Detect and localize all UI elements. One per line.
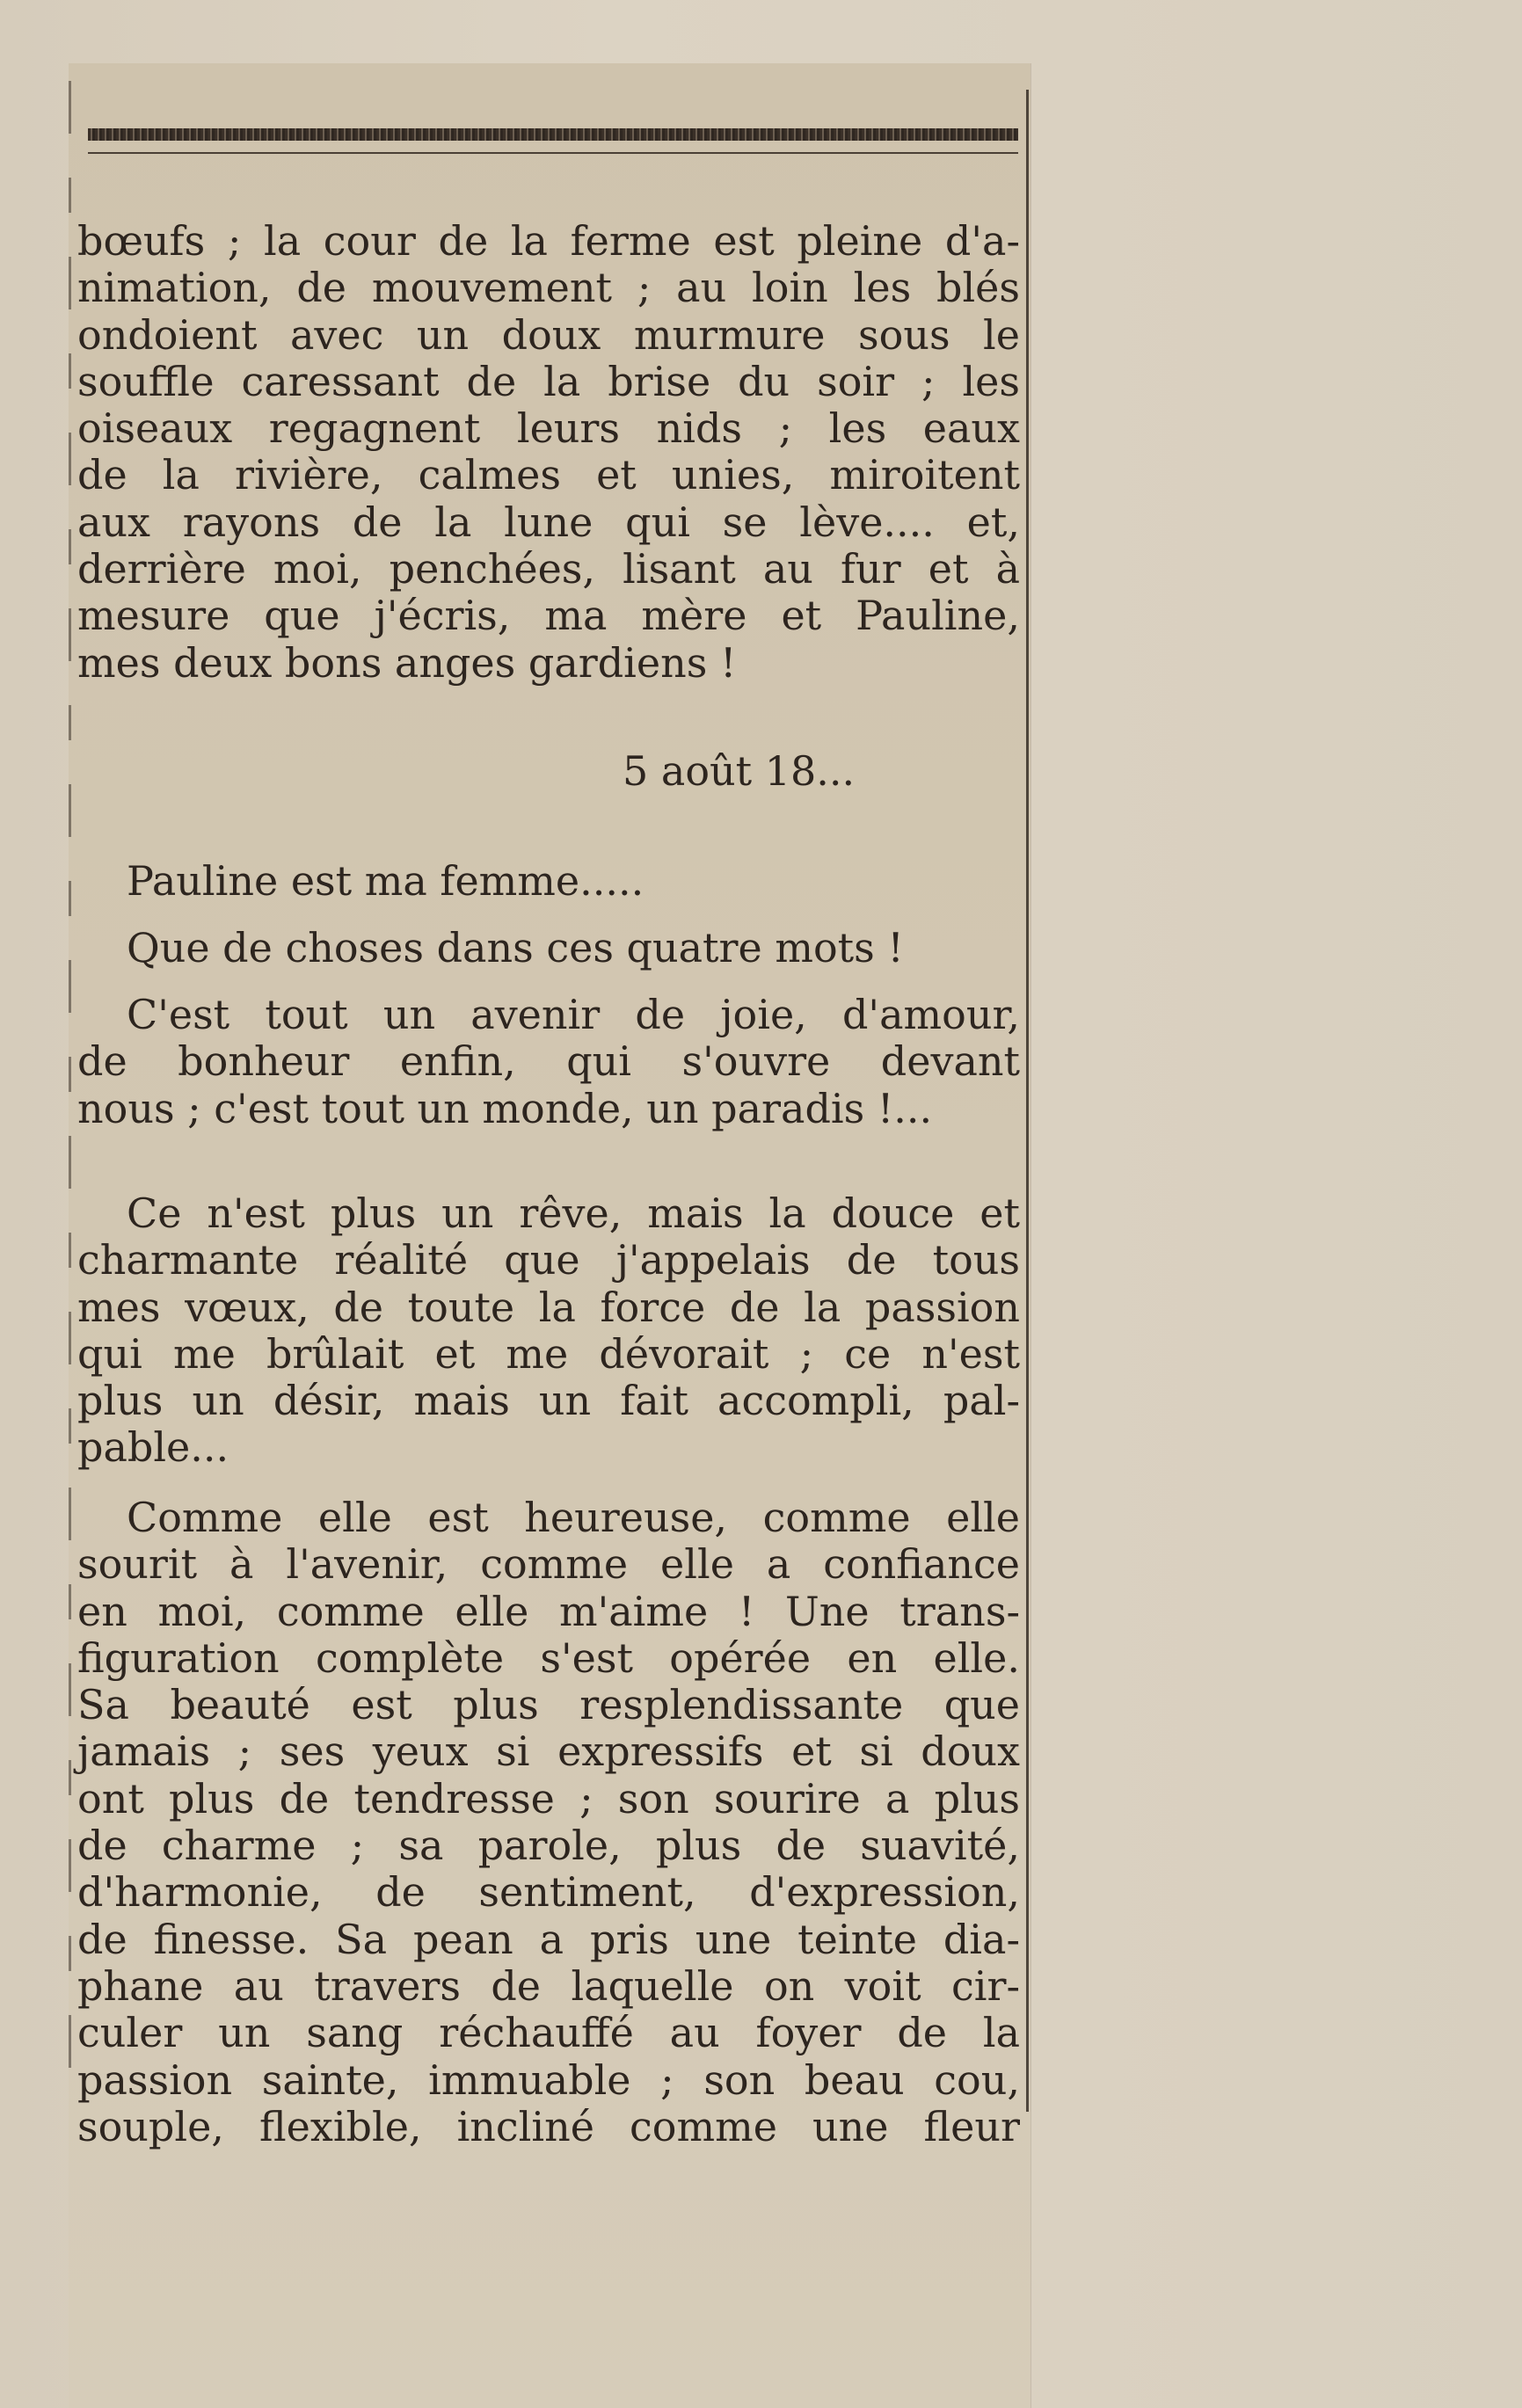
left-column-rule [69, 81, 71, 2103]
text-line: nous ; c'est tout un monde, un paradis !... [77, 1084, 933, 1132]
text-line: en moi, comme elle m'aime ! Une trans- [77, 1587, 1020, 1635]
text-line: phane au travers de laquelle on voit cir- [77, 1961, 1020, 2010]
entry-date: 5 août 18... [623, 747, 856, 795]
text-line: oiseaux regagnent leurs nids ; les eaux [77, 404, 1020, 453]
text-line: de charme ; sa parole, plus de suavité, [77, 1822, 1020, 1870]
text-line: souffle caressant de la brise du soir ; les [77, 357, 1020, 405]
text-line: nimation, de mouvement ; au loin les blés [77, 264, 1020, 312]
text-line: souple, flexible, incliné comme une fleur [77, 2102, 1020, 2150]
text-line: ondoient avec un doux murmure sous le [77, 310, 1020, 359]
text-line: de finesse. Sa pean a pris une teinte dia- [77, 1915, 1020, 1963]
text-line: jamais ; ses yeux si expressifs et si doux [77, 1728, 1020, 1776]
opening-paragraph [77, 218, 1020, 687]
text-line: mes deux bons anges gardiens ! [77, 638, 737, 687]
text-line: Pauline est ma femme..... [127, 857, 644, 905]
header-thin-rule [88, 152, 1018, 154]
text-line: figuration complète s'est opérée en elle. [77, 1633, 1020, 1682]
paragraph-short-2 [77, 925, 1020, 971]
text-line: sourit à l'avenir, comme elle a confiance [77, 1540, 1020, 1589]
text-line: mes vœux, de toute la force de la passion [77, 1283, 1020, 1331]
text-line: culer un sang réchauffé au foyer de la [77, 2009, 1020, 2057]
paragraph-5 [77, 1495, 1020, 2150]
text-line: mesure que j'écris, ma mère et Pauline, [77, 592, 1020, 640]
text-line: Sa beauté est plus resplendissante que [77, 1681, 1020, 1729]
text-line: passion sainte, immuable ; son beau cou, [77, 2055, 1020, 2104]
text-line: pable... [77, 1423, 229, 1472]
text-line: charmante réalité que j'appelais de tous [77, 1236, 1020, 1284]
text-line: d'harmonie, de sentiment, d'expression, [77, 1868, 1020, 1917]
text-line: bœufs ; la cour de la ferme est pleine d'a- [77, 217, 1020, 265]
text-line: qui me brûlait et me dévorait ; ce n'est [77, 1329, 1020, 1378]
text-line: aux rayons de la lune qui se lève.... et, [77, 498, 1020, 546]
text-line: plus un désir, mais un fait accompli, pal- [77, 1377, 1020, 1425]
paragraph-short-1 [77, 858, 1020, 905]
text-line: ont plus de tendresse ; son sourire a plus [77, 1774, 1020, 1822]
paragraph-4 [77, 1190, 1020, 1472]
newspaper-clipping [69, 63, 1030, 2408]
header-ornamental-rule [88, 128, 1018, 141]
text-line: de bonheur enfin, qui s'ouvre devant [77, 1037, 1020, 1086]
right-column-rule [1026, 90, 1029, 2112]
text-line: de la rivière, calmes et unies, miroitent [77, 451, 1020, 499]
paragraph-3 [77, 992, 1020, 1132]
text-line: derrière moi, penchées, lisant au fur et à [77, 545, 1020, 593]
text-line: C'est tout un avenir de joie, d'amour, [127, 991, 1020, 1038]
text-line: Que de choses dans ces quatre mots ! [127, 924, 904, 971]
text-line: Comme elle est heureuse, comme elle [127, 1494, 1020, 1541]
text-line: Ce n'est plus un rêve, mais la douce et [127, 1189, 1020, 1237]
